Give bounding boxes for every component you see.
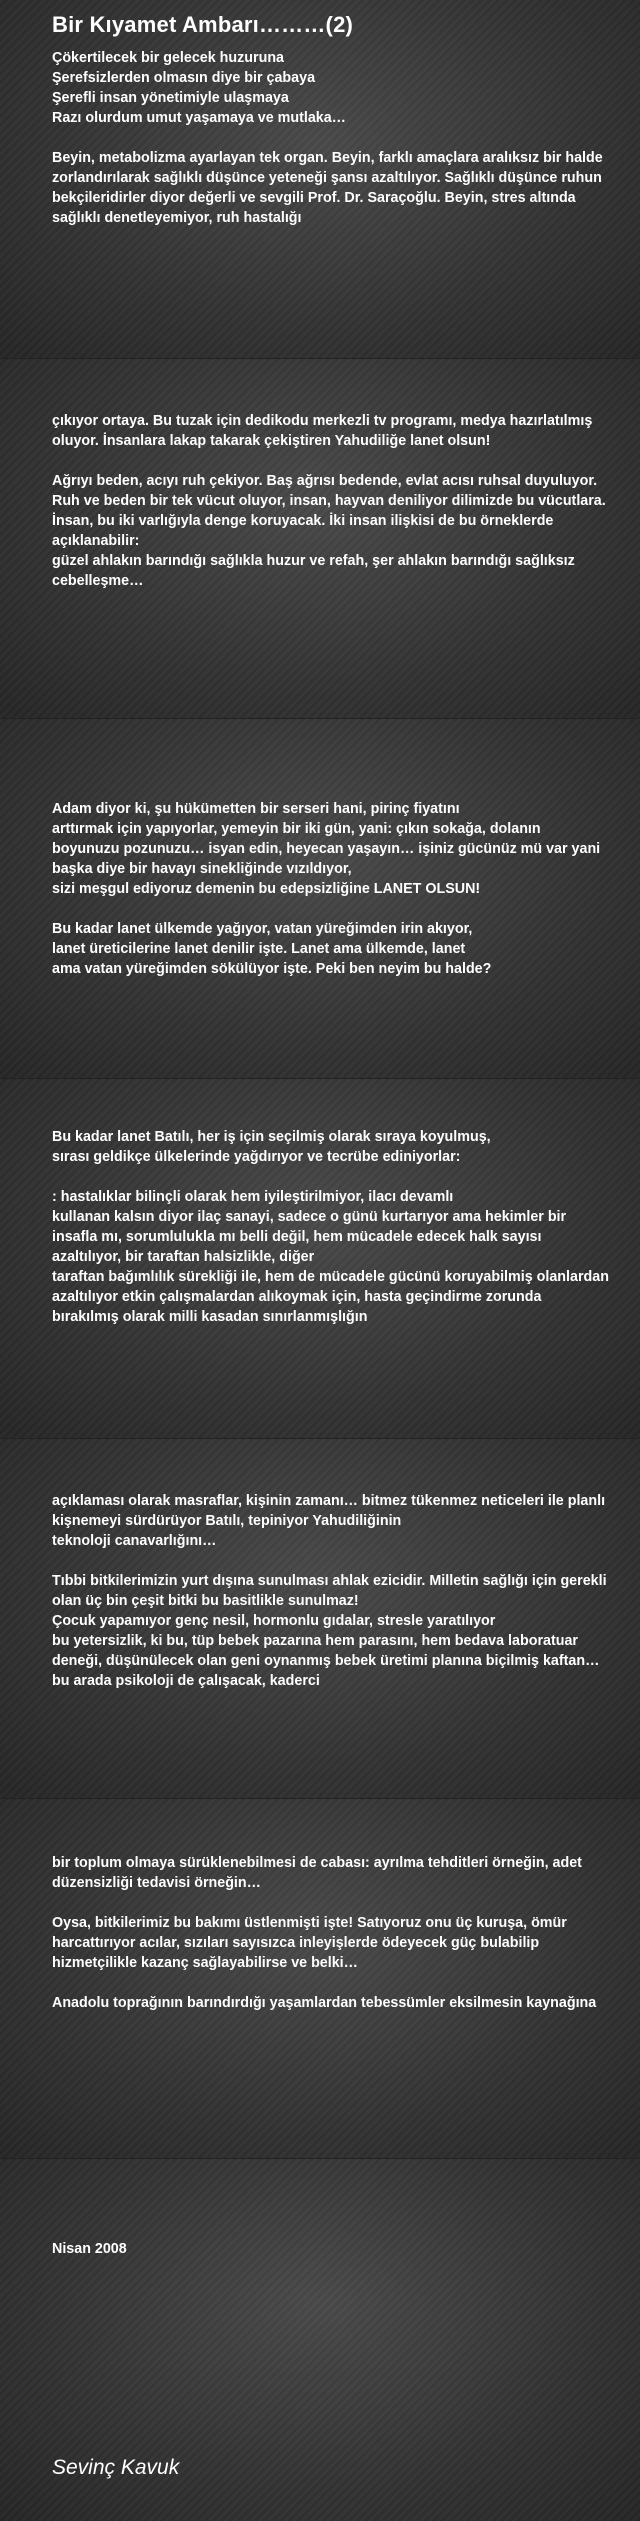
- poem-panel-5: [0, 1438, 640, 1799]
- poem-text-block-2: çıkıyor ortaya. Bu tuzak için dedikodu merkezli tv programı, medya hazırlatılmış oluyor. İnsanlara lakap takarak çekiştiren Yahudiliğe lanet olsun! Ağrıyı beden, acıyı ruh çekiyor. Baş ağrısı bedende, evlat acısı ruhsal duyuluyor. Ruh ve beden bir tek vücut oluyor, insan, hayvan deniliyor dilimizde bu vücutlara. İnsan, bu iki varlığıyla denge koruyacak. İki insan ilişkisi de bu örneklerde açıklanabilir: güzel ahlakın barındığı sağlıkla huzur ve refah, şer ahlakın barındığı sağlıksız cebelleşme…: [52, 413, 606, 589]
- poem-text-block-5: açıklaması olarak masraflar, kişinin zamanı… bitmez tükenmez neticeleri ile planlı kişnemeyi sürdürüyor Batılı, tepiniyor Yahudiliğinin teknoloji canavarlığını… Tıbbi bitkilerimizin yurt dışına sunulması ahlak ezicidir. Milletin sağlığı için gerekli olan üç bin çeşit bitki bu basitlikle sunulmaz! Çocuk yapamıyor genç nesil, hormonlu gıdalar, stresle yaratılıyor bu yetersizlik, ki bu, tüp bebek pazarına hem parasını, hem bedava laboratuar deneği, düşünülecek olan geni oynanmış bebek üretimi planına biçilmiş kaftan… bu arada psikoloji de çalışacak, kaderci: [52, 1493, 607, 1689]
- poem-panel-1: [0, 0, 640, 358]
- poem-text-block-6: bir toplum olmaya sürüklenebilmesi de cabası: ayrılma tehditleri örneğin, adet düzensizliği tedavisi örneğin… Oysa, bitkilerimiz bu bakımı üstlenmişti işte! Satıyoruz onu üç kuruşa, ömür harcattırıyor acılar, sızıları sayısızca inleyişlerde ödeyecek güç bulabilip hizmetçilikle kazanç sağlayabilirse ve belki… Anadolu toprağının barındırdığı yaşamlardan tebessümler eksilmesin kaynağına: [52, 1855, 597, 2011]
- poem-panel-3: [0, 718, 640, 1079]
- poem-panel-4: [0, 1078, 640, 1439]
- poem-panel-2: [0, 358, 640, 719]
- poem-author[interactable]: Sevinç Kavuk: [52, 2456, 180, 2479]
- poem-panel-7: [0, 2158, 640, 2521]
- poem-date: Nisan 2008: [52, 2241, 127, 2257]
- poem-text-block-1: Çökertilecek bir gelecek huzuruna Şerefsizlerden olmasın diye bir çabaya Şerefli insan yönetimiyle ulaşmaya Razı olurdum umut yaşamaya ve mutlaka… Beyin, metabolizma ayarlayan tek organ. Beyin, farklı amaçlara aralıksız bir halde zorlandırılarak sağlıklı düşünce yeteneği şansı azaltılıyor. Sağlıklı düşünce ruhun bekçileridirler diyor değerli ve sevgili Prof. Dr. Saraçoğlu. Beyin, stres altında sağlıklı denetleyemiyor, ruh hastalığı: [52, 50, 603, 226]
- poem-title: Bir Kıyamet Ambarı………(2): [52, 12, 354, 37]
- poem-text-block-3: Adam diyor ki, şu hükümetten bir serseri hani, pirinç fiyatını arttırmak için yapıyorlar, yemeyin bir iki gün, yani: çıkın sokağa, dolanın boyunuzu pozunuzu… isyan edin, heyecan yaşayın… işiniz gücünüz mü var yani başka diye bir havayı sinekliğinde vızıldıyor, sizi meşgul ediyoruz demenin bu edepsizliğine LANET OLSUN! Bu kadar lanet ülkemde yağıyor, vatan yüreğimden irin akıyor, lanet üreticilerine lanet denilir işte. Lanet ama ülkemde, lanet ama vatan yüreğimden sökülüyor işte. Peki ben neyim bu halde?: [52, 801, 601, 977]
- poem-text-block-4: Bu kadar lanet Batılı, her iş için seçilmiş olarak sıraya koyulmuş, sırası geldikçe ülkelerinde yağdırıyor ve tecrübe ediniyorlar: : hastalıklar bilinçli olarak hem iyileştirilmiyor, ilacı devamlı kullanan kalsın diyor ilaç sanayi, sadece o günü kurtarıyor ama hekimler bir insafla mı, sorumlulukla mı belli değil, hem mücadele edecek halk sayısı azaltılıyor, bir taraftan halsizlikle, diğer taraftan bağımlılık sürekliği ile, hem de mücadele gücünü koruyabilmiş olanlardan azaltılıyor etkin çalışmalardan alıkoymak için, hasta geçindirme zorunda bırakılmış olarak milli kasadan sınırlanmışlığın: [52, 1129, 609, 1325]
- poem-panel-6: [0, 1798, 640, 2159]
